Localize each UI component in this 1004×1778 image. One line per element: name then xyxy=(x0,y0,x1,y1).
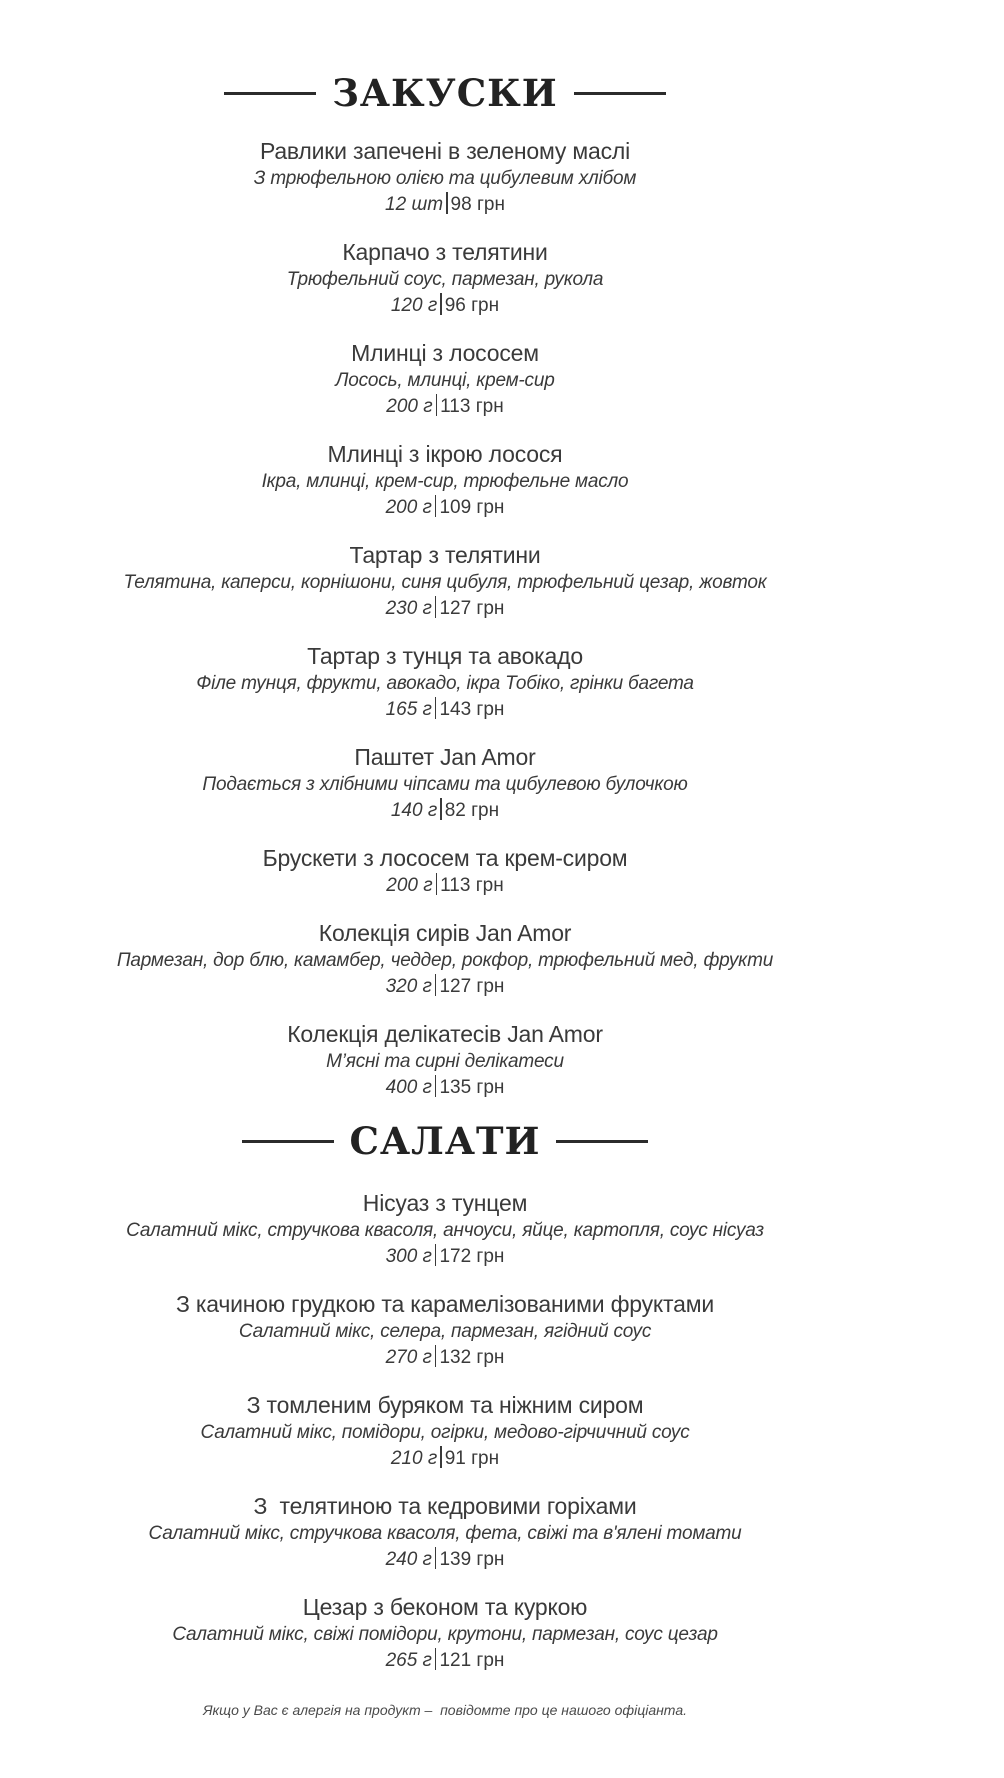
item-price-line xyxy=(0,1648,890,1674)
item-name: З телятиною та кедровими горіхами xyxy=(253,1493,637,1519)
item-description: Пармезан, дор блю, камамбер, чеддер, рокфор, трюфельний мед, фрукти xyxy=(116,950,774,971)
item-weight: 200 г xyxy=(385,497,432,518)
item-weight: 265 г xyxy=(385,1650,432,1671)
price-separator xyxy=(435,697,437,719)
item-price: 113 грн xyxy=(440,875,504,896)
item-price: 91 грн xyxy=(444,1448,500,1469)
item-price: 121 грн xyxy=(439,1650,505,1671)
section-salads xyxy=(0,1116,890,1693)
item-price-line xyxy=(0,596,890,622)
price-separator xyxy=(435,974,437,996)
price-separator xyxy=(440,293,442,315)
item-name: Цезар з беконом та куркою xyxy=(302,1594,588,1620)
menu-item xyxy=(0,439,890,521)
item-weight: 230 г xyxy=(385,598,432,619)
item-price-line xyxy=(0,1446,890,1472)
menu-item xyxy=(0,1019,890,1101)
item-weight: 270 г xyxy=(385,1347,432,1368)
item-weight: 400 г xyxy=(385,1077,432,1098)
item-weight: 320 г xyxy=(385,976,432,997)
item-price-line xyxy=(0,495,890,521)
price-separator xyxy=(436,394,438,416)
menu-item xyxy=(0,1592,890,1674)
item-description: Філе тунця, фрукти, авокадо, ікра Тобіко, грінки багета xyxy=(196,673,694,694)
item-description: Салатний мікс, свіжі помідори, крутони, пармезан, соус цезар xyxy=(172,1624,718,1645)
section-header xyxy=(0,1116,890,1166)
item-name: Млинці з лососем xyxy=(351,340,539,366)
header-rule-right xyxy=(556,1140,648,1143)
menu-item xyxy=(0,918,890,1000)
item-name: Млинці з ікрою лосося xyxy=(327,441,563,467)
item-price-line xyxy=(0,192,890,218)
menu-item xyxy=(0,1491,890,1573)
price-separator xyxy=(435,596,437,618)
item-price: 82 грн xyxy=(444,800,500,821)
item-description: М’ясні та сирні делікатеси xyxy=(326,1051,564,1072)
item-price-line xyxy=(0,1244,890,1270)
item-list xyxy=(0,1188,890,1674)
allergy-footnote: Якщо у Вас є алергія на продукт – повідомте про це нашого офіціанта. xyxy=(203,1702,687,1718)
item-weight: 12 шт xyxy=(385,194,444,215)
item-name: Тартар з телятини xyxy=(349,542,541,568)
item-name: Тартар з тунця та авокадо xyxy=(307,643,583,669)
header-rule-left xyxy=(224,92,316,95)
section-title: САЛАТИ xyxy=(349,1119,541,1163)
item-description: З трюфельною олією та цибулевим хлібом xyxy=(253,168,637,189)
section-title: ЗАКУСКИ xyxy=(332,71,558,115)
item-price: 143 грн xyxy=(439,699,505,720)
item-name: Брускети з лососем та крем-сиром xyxy=(262,845,628,871)
item-description: Подається з хлібними чіпсами та цибулевою булочкою xyxy=(202,774,688,795)
item-name: З качиною грудкою та карамелізованими фруктами xyxy=(176,1291,714,1317)
item-price-line xyxy=(0,394,890,420)
item-weight: 210 г xyxy=(390,1448,438,1469)
price-separator xyxy=(440,1446,442,1468)
item-price-line xyxy=(0,697,890,723)
header-rule-right xyxy=(574,92,666,95)
item-weight: 240 г xyxy=(385,1549,432,1570)
menu-item xyxy=(0,237,890,319)
item-weight: 140 г xyxy=(390,800,438,821)
item-description: Лосось, млинці, крем-сир xyxy=(335,370,555,391)
item-price: 127 грн xyxy=(439,976,505,997)
item-price: 139 грн xyxy=(439,1549,505,1570)
item-name: З томленим буряком та ніжним сиром xyxy=(246,1392,644,1418)
price-separator xyxy=(435,1075,437,1097)
item-price-line xyxy=(0,798,890,824)
price-separator xyxy=(435,1648,437,1670)
item-list xyxy=(0,136,890,1101)
price-separator xyxy=(435,1244,437,1266)
item-price: 172 грн xyxy=(439,1246,505,1267)
menu-item xyxy=(0,641,890,723)
item-name: Паштет Jan Amor xyxy=(354,744,536,770)
item-price-line xyxy=(0,1345,890,1371)
item-description: Телятина, каперси, корнішони, синя цибуля, трюфельний цезар, жовток xyxy=(123,572,767,593)
item-description: Салатний мікс, селера, пармезан, ягідний соус xyxy=(238,1321,652,1342)
price-separator xyxy=(435,495,437,517)
header-rule-left xyxy=(242,1140,334,1143)
item-price-line xyxy=(0,873,890,899)
price-separator xyxy=(440,798,442,820)
item-price-line xyxy=(0,1547,890,1573)
menu-item xyxy=(0,1390,890,1472)
price-separator xyxy=(436,873,438,895)
menu-item xyxy=(0,843,890,899)
menu-item xyxy=(0,1289,890,1371)
item-description: Салатний мікс, стручкова квасоля, фета, свіжі та в'ялені томати xyxy=(148,1523,742,1544)
item-price: 127 грн xyxy=(439,598,505,619)
price-separator xyxy=(435,1345,437,1367)
item-price-line xyxy=(0,974,890,1000)
item-price: 135 грн xyxy=(439,1077,505,1098)
item-price: 109 грн xyxy=(439,497,505,518)
item-name: Равлики запечені в зеленому маслі xyxy=(259,138,631,164)
menu-item xyxy=(0,540,890,622)
item-name: Колекція делікатесів Jan Amor xyxy=(287,1021,603,1047)
item-price-line xyxy=(0,293,890,319)
menu-item xyxy=(0,338,890,420)
section-header xyxy=(0,68,890,118)
item-weight: 165 г xyxy=(385,699,432,720)
item-price-line xyxy=(0,1075,890,1101)
item-weight: 120 г xyxy=(390,295,438,316)
section-appetizers xyxy=(0,68,890,1120)
item-weight: 200 г xyxy=(386,396,433,417)
item-price: 96 грн xyxy=(444,295,500,316)
item-weight: 300 г xyxy=(385,1246,432,1267)
price-separator xyxy=(435,1547,437,1569)
item-price: 132 грн xyxy=(439,1347,505,1368)
item-weight: 200 г xyxy=(386,875,433,896)
item-name: Колекція сирів Jan Amor xyxy=(318,920,572,946)
item-description: Салатний мікс, стручкова квасоля, анчоуси, яйце, картопля, соус нісуаз xyxy=(126,1220,764,1241)
item-description: Салатний мікс, помідори, огірки, медово-гірчичний соус xyxy=(200,1422,690,1443)
item-price: 113 грн xyxy=(440,396,504,417)
menu-item xyxy=(0,742,890,824)
price-separator xyxy=(446,192,448,214)
item-description: Трюфельний соус, пармезан, рукола xyxy=(286,269,604,290)
menu-item xyxy=(0,1188,890,1270)
item-name: Нісуаз з тунцем xyxy=(362,1190,528,1216)
menu-item xyxy=(0,136,890,218)
item-price: 98 грн xyxy=(450,194,505,215)
item-description: Ікра, млинці, крем-сир, трюфельне масло xyxy=(261,471,629,492)
item-name: Карпачо з телятини xyxy=(342,239,548,265)
